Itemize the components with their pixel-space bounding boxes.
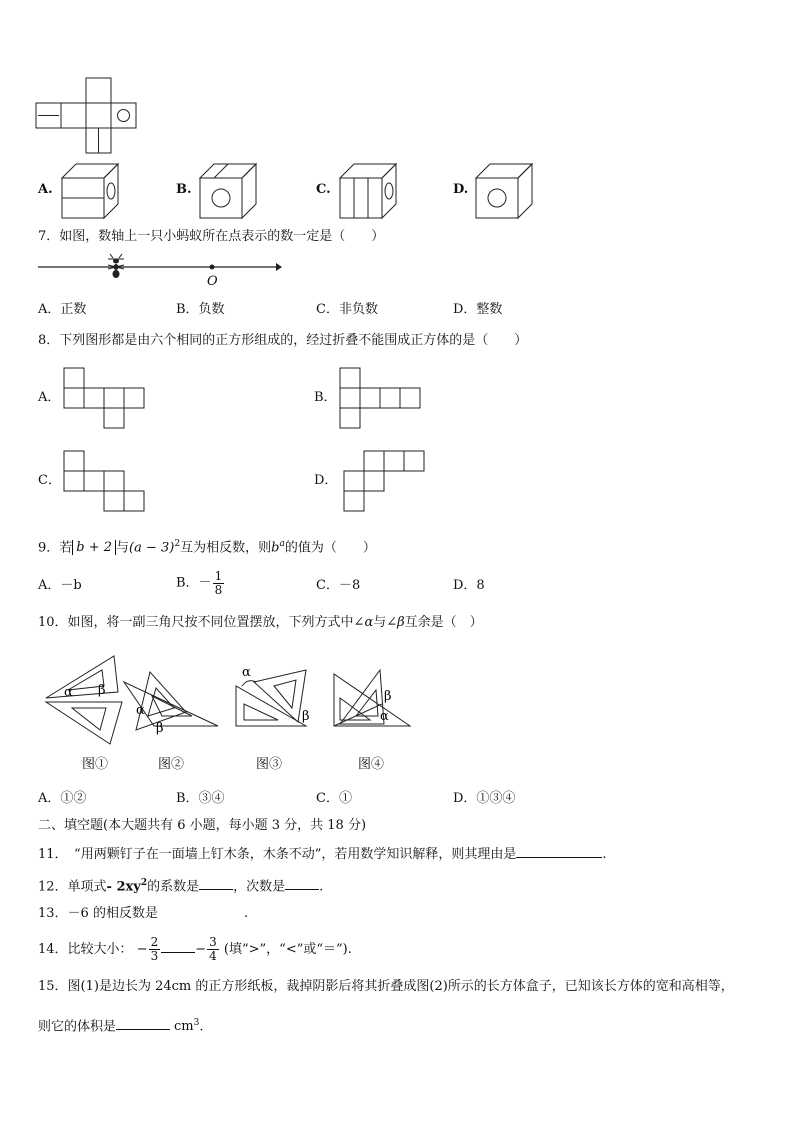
q10-fig3-caption: 图③ <box>256 757 283 772</box>
q12-blank-coef[interactable] <box>199 877 233 890</box>
q10-fig1-alpha: α <box>64 685 73 700</box>
q15-unit-exp: 3 <box>193 1018 200 1028</box>
q8-net-b <box>340 368 426 430</box>
q7-option-c[interactable]: C．非负数 <box>316 302 378 317</box>
q9-option-c[interactable]: C．－8 <box>316 578 361 593</box>
q12-expr: - 2xy <box>106 879 141 895</box>
q9-abs-expr: b + 2 <box>72 540 116 555</box>
q6-cube-c <box>338 160 404 220</box>
q7-option-b[interactable]: B．负数 <box>176 302 225 317</box>
q10-alpha: ∠α <box>353 615 374 630</box>
q13-text: 13．－6 的相反数是 <box>38 906 158 921</box>
q7-option-d[interactable]: D．整数 <box>453 302 503 317</box>
q9-optb-den: 8 <box>214 583 223 597</box>
q9-sq-exp: 2 <box>174 539 181 549</box>
q14-f2-den: 4 <box>209 949 217 963</box>
q12-exp: 2 <box>140 878 148 888</box>
q10-stem-post: 互余是（ ） <box>404 615 483 630</box>
q10-fig2-caption: 图② <box>158 757 185 772</box>
q8-option-c[interactable]: C． <box>38 473 61 488</box>
q14 <box>38 932 352 968</box>
q10-option-b[interactable]: B．③④ <box>176 791 225 806</box>
q11-end: . <box>602 847 607 862</box>
q8-net-d <box>342 451 432 513</box>
q10-option-a[interactable]: A．①② <box>38 791 87 806</box>
q9-option-b[interactable] <box>176 570 225 597</box>
q11 <box>38 845 606 863</box>
q10-fig3 <box>232 664 324 748</box>
q9-option-d[interactable]: D．8 <box>453 578 485 593</box>
q6-cube-a <box>60 160 126 220</box>
q10-fig4-alpha: α <box>380 709 389 724</box>
q10-option-d[interactable]: D．①③④ <box>453 791 516 806</box>
q6-option-b[interactable]: B. <box>176 182 192 197</box>
q10-fig1-caption: 图① <box>82 757 109 772</box>
q10-fig1 <box>42 652 126 748</box>
q9-tail2: 的值为（ ） <box>284 540 376 556</box>
q6-net-figure <box>36 78 138 156</box>
q12-pre: 12．单项式 <box>38 879 107 895</box>
q10-fig4-beta: β <box>384 689 392 704</box>
q10-option-c[interactable]: C．① <box>316 791 352 806</box>
q9-option-b-frac <box>213 570 225 597</box>
q9-pow-exp: a <box>279 539 285 549</box>
q10-fig2 <box>122 664 222 748</box>
q14-pre: 14．比较大小： <box>38 942 133 957</box>
q6-option-a[interactable]: A. <box>38 182 53 197</box>
q7-option-a[interactable]: A．正数 <box>38 302 87 317</box>
q7-origin-label: O <box>207 274 218 289</box>
q10-mid: 与 <box>373 615 387 630</box>
ant-icon <box>108 254 124 278</box>
q14-f1-den: 3 <box>150 949 159 963</box>
q14-minus1: − <box>136 942 148 957</box>
q8-option-d[interactable]: D． <box>314 473 338 488</box>
q14-frac1 <box>149 936 161 963</box>
section2-heading: 二、填空题(本大题共有 6 小题，每小题 3 分，共 18 分) <box>38 818 367 833</box>
q9-stem <box>38 536 376 556</box>
q12-mid2: ，次数是 <box>233 879 286 895</box>
q9-pow-base: b <box>271 540 280 556</box>
q8-stem: 8．下列图形都是由六个相同的正方形组成的，经过折叠不能围成正方体的是（ ） <box>38 333 528 348</box>
q9-mid: 与 <box>116 540 130 556</box>
q15-blank[interactable] <box>116 1017 170 1030</box>
q8-net-c <box>64 451 150 513</box>
q6-option-c[interactable]: C. <box>316 182 331 197</box>
q10-fig2-beta: β <box>156 721 164 736</box>
q9-sq-expr: (a − 3) <box>129 540 175 556</box>
q13 <box>38 906 248 922</box>
q9-option-a[interactable]: A．－b <box>38 578 82 593</box>
q10-fig2-alpha: α <box>136 703 145 718</box>
q9-option-b-label: B．－ <box>176 575 212 591</box>
q15-line2-pre: 则它的体积是 <box>38 1019 117 1035</box>
q11-text: 11． “用两颗钉子在一面墙上钉木条，木条不动”，若用数学知识解释，则其理由是 <box>38 847 517 862</box>
q7-number-line <box>38 256 282 286</box>
q10-fig3-beta: β <box>302 709 310 724</box>
q11-blank[interactable] <box>516 845 602 858</box>
q15-unit: cm <box>174 1019 194 1035</box>
q8-net-a <box>64 368 150 430</box>
q14-frac2 <box>207 936 219 963</box>
q14-minus2: − <box>195 942 207 957</box>
q7-stem: 7．如图，数轴上一只小蚂蚁所在点表示的数一定是（ ） <box>38 229 385 244</box>
q14-post: (填“>”，“<”或“＝”). <box>223 942 352 957</box>
q8-option-b[interactable]: B． <box>314 390 337 405</box>
q13-end: . <box>243 906 249 921</box>
q10-fig3-alpha: α <box>242 665 251 680</box>
q15-end: . <box>199 1019 204 1035</box>
q15-line2 <box>38 1015 204 1035</box>
q14-blank[interactable] <box>161 934 195 953</box>
q14-f1-num: 2 <box>150 935 159 949</box>
q9-num: 9．若 <box>38 540 73 556</box>
q10-fig4 <box>330 664 414 748</box>
q9-tail1: 互为相反数，则 <box>180 540 272 556</box>
q15-line1: 15．图(1)是边长为 24cm 的正方形纸板，裁掉阴影后将其折叠成图(2)所示的长方体盒子，已知该长方体的宽和高相等， <box>38 979 734 994</box>
q12-mid: 的系数是 <box>147 879 200 895</box>
q12 <box>38 875 323 895</box>
q10-stem-pre: 10．如图，将一副三角尺按不同位置摆放，下列方式中 <box>38 615 354 630</box>
q10-stem <box>38 615 483 631</box>
q12-end: . <box>319 879 324 895</box>
q6-cube-b <box>198 160 264 220</box>
q10-fig1-beta: β <box>98 683 106 698</box>
q6-cube-d <box>474 160 540 220</box>
q10-fig4-caption: 图④ <box>358 757 385 772</box>
q12-blank-degree[interactable] <box>285 877 319 890</box>
q8-option-a[interactable]: A． <box>38 390 61 405</box>
q14-f2-num: 3 <box>209 935 217 949</box>
q10-beta: ∠β <box>386 615 405 630</box>
q9-optb-num: 1 <box>214 569 223 583</box>
q6-option-d[interactable]: D. <box>453 182 469 197</box>
